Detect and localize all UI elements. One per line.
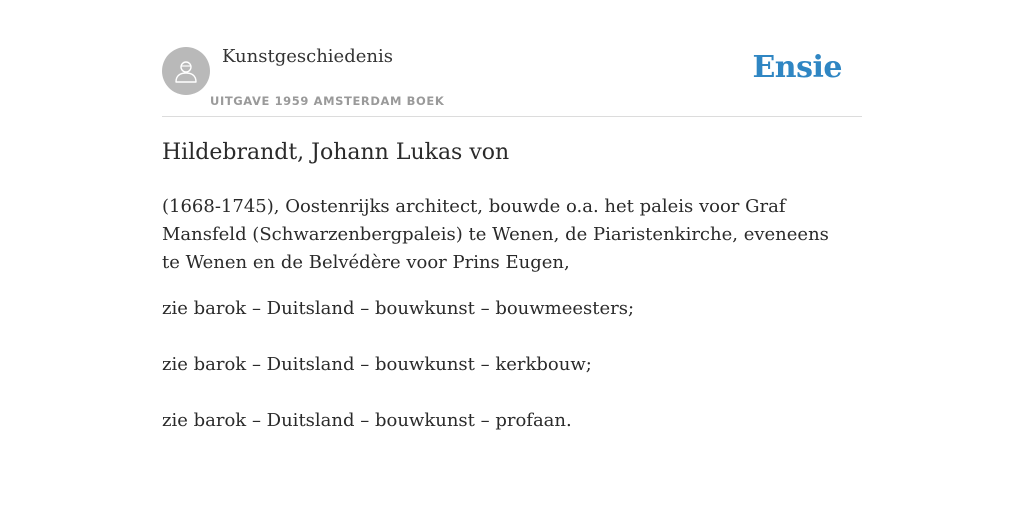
- reference-link[interactable]: zie barok – Duitsland – bouwkunst – profaan.: [162, 410, 572, 431]
- header: [162, 0, 862, 117]
- source-name[interactable]: Kunstgeschiedenis: [222, 46, 393, 67]
- article-body: (1668-1745), Oostenrijks architect, bouwde o.a. het paleis voor Graf Mansfeld (Schwarzenbergpaleis) te Wenen, de Piaristenkirche, eveneens te Wenen en de Belvédère voor Prins Eugen,: [162, 196, 829, 273]
- edition-label: UITGAVE 1959 AMSTERDAM BOEK: [210, 94, 445, 108]
- user-icon: [173, 58, 199, 84]
- article-title: Hildebrandt, Johann Lukas von: [162, 140, 510, 165]
- avatar[interactable]: [162, 47, 210, 95]
- brand-logo[interactable]: Ensie: [752, 50, 842, 85]
- reference-link[interactable]: zie barok – Duitsland – bouwkunst – kerkbouw;: [162, 354, 592, 375]
- reference-link[interactable]: zie barok – Duitsland – bouwkunst – bouwmeesters;: [162, 298, 635, 319]
